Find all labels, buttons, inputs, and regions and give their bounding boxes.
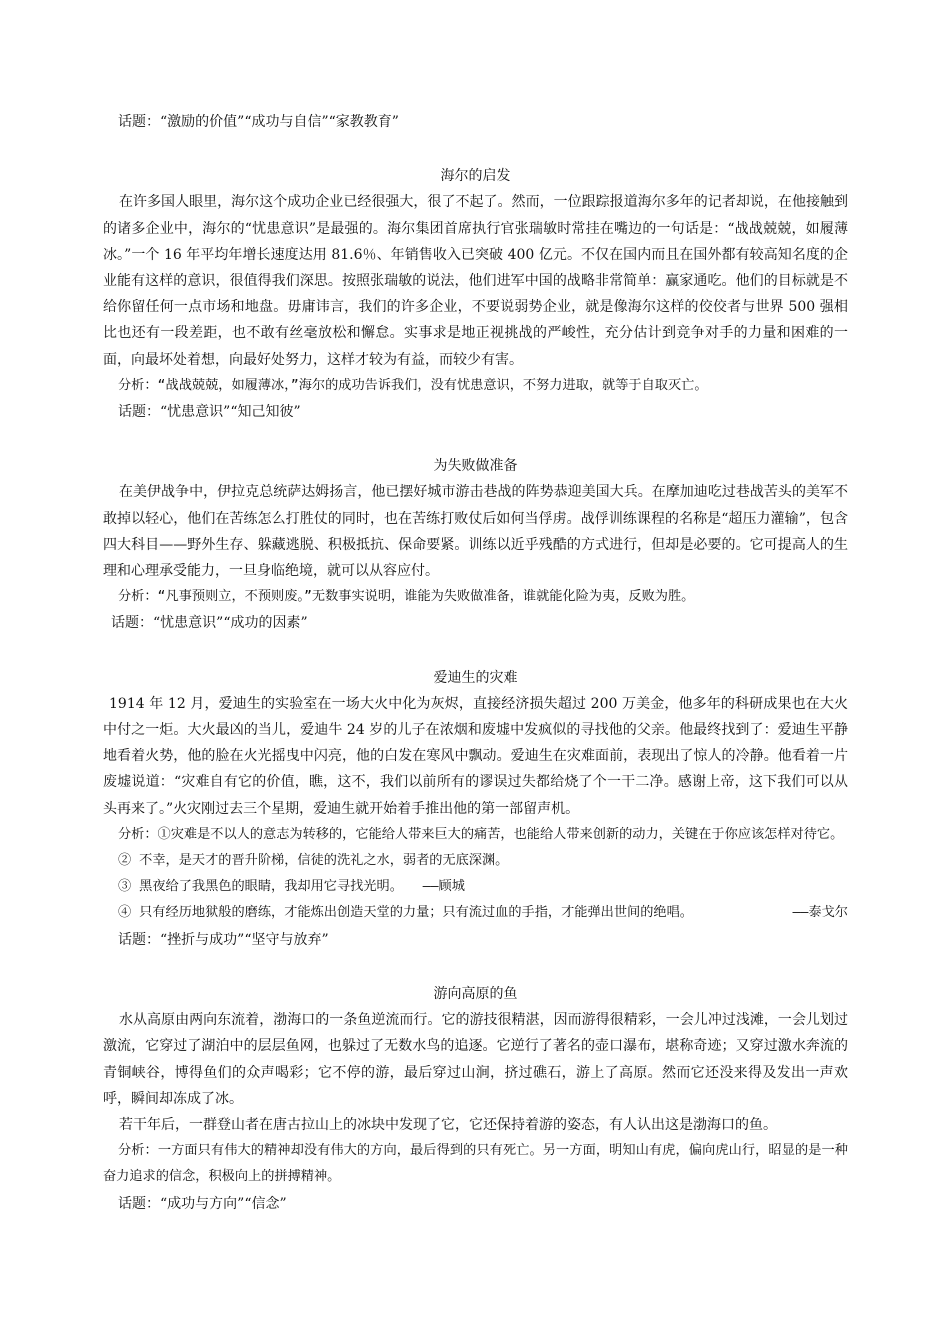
story-analysis: 分析：“战战兢兢，如履薄冰，”海尔的成功告诉我们，没有忧患意识，不努力进取，就等于自取灭亡。 [118,377,708,393]
story-fish [103,981,848,1217]
story-analysis: 分析：“凡事预则立，不预则废。”无数事实说明，谁能为失败做准备，谁就能化险为夷，反败为胜。 [118,589,695,605]
story-topics: 话题：“忧患意识”“成功的因素” [111,615,308,632]
story-edison [103,665,848,953]
story-topics: 话题：“成功与方向”“信念” [118,1195,287,1212]
story-title: 游向高原的鱼 [433,985,518,1002]
spacer [103,135,848,163]
story-analysis-quote: ③ 黑夜给了我黑色的眼睛，我却用它寻找光明。 ——顾城 [118,879,465,895]
story-body: 在美伊战争中，伊拉克总统萨达姆扬言，他已摆好城市游击巷战的阵势恭迎美国大兵。在摩加迪吃过巷战苦头的美军不敢掉以轻心，他们在苦练怎么打胜仗的同时，也在苦练打败仗后如何当俘虏。战俘训练课程的名称是“超压力灌输”，包含四大科目——野外生存、躲藏逃脱、积极抵抗、保命要紧。训练以近乎残酷的方式进行，但却是必要的。它可提高人的生理和心理承受能力，一旦身临绝境，就可以从容应付。 [103,484,848,580]
story-topics: 话题：“忧患意识”“知己知彼” [118,404,301,421]
story-title: 爱迪生的灾难 [433,669,518,686]
story-analysis: 分析：①灾难是不以人的意志为转移的，它能给人带来巨大的痛苦，也能给人带来创新的动力，关键在于你应该怎样对待它。 [118,826,844,842]
story-prepare-for-failure [103,453,848,636]
story-topics: 话题：“挫折与成功”“坚守与放弃” [118,931,329,948]
topics-line: 话题：“激励的价值”“成功与自信”“家教教育” [118,114,399,130]
document-page [103,109,848,1217]
spacer [103,953,848,981]
story-title: 为失败做准备 [433,458,518,475]
quote-author: ——泰戈尔 [792,905,848,921]
quote-text: ④ 只有经历地狱般的磨练，才能炼出创造天堂的力量；只有流过血的手指，才能弹出世间的绝唱。 [118,905,693,921]
spacer [103,425,848,453]
story-body: 在许多国人眼里，海尔这个成功企业已经很强大，很了不起了。然而，一位跟踪报道海尔多年的记者却说，在他接触到的诸多企业中，海尔的“忧患意识”是最强的。海尔集团首席执行官张瑞敏时常挂在嘴边的一句话是：“战战兢兢，如履薄冰。”一个 16 年平均年增长速度达用 81.6％、年销售收入已突破 400 亿元。不仅在国内而且在国外都有较高知名度的企业能有这样的意识，很值得我们深思。按照张瑞敏的说法，他们进军中国的战略非常简单：赢家通吃。他们的目标就是不给你留任何一点市场和地盘。毋庸讳言，我们的许多企业，不要说弱势企业，就是像海尔这样的佼佼者与世界 500 强相比也还有一段差距，也不敢有丝毫放松和懈怠。实事求是地正视挑战的严峻性，充分估计到竞争对手的力量和困难的一面，向最坏处着想，向最好处努力，这样才较为有益，而较少有害。 [103,194,848,368]
story-body: 1914 年 12 月，爱迪生的实验室在一场大火中化为灰烬，直接经济损失超过 200 万美金，他多年的科研成果也在大火中付之一炬。大火最凶的当儿，爱迪牛 24 岁的儿子在浓烟和废墟中发疯似的寻找他的父亲。他最终找到了：爱迪生平静地看着火势，他的脸在火光摇曳中闪亮，他的白发在寒风中飘动。爱迪生在灾难面前，表现出了惊人的冷静。他看着一片废墟说道：“灾难自有它的价值，瞧，这不，我们以前所有的谬误过失都给烧了个一干二净。感谢上帝，这下我们可以从头再来了。”火灾刚过去三个星期，爱迪生就开始着手推出他的第一部留声机。 [103,695,848,817]
story-haier [103,163,848,425]
story-analysis: 分析：一方面只有伟大的精神却没有伟大的方向，最后得到的只有死亡。另一方面，明知山有虎，偏向虎山行，昭显的是一种奋力追求的信念，积极向上的拼搏精神。 [103,1143,848,1185]
story-body: 水从高原由两向东流着，渤海口的一条鱼逆流而行。它的游技很精湛，因而游得很精彩，一会儿冲过浅滩，一会儿划过激流，它穿过了湖泊中的层层鱼网，也躲过了无数水鸟的追逐。它逆行了著名的壶口瀑布，堪称奇迹；又穿过激水奔流的青铜峡谷，博得鱼们的众声喝彩；它不停的游，最后穿过山涧，挤过礁石，游上了高原。然而它还没来得及发出一声欢呼，瞬间却冻成了冰。 [103,1012,848,1107]
story-analysis-quote [103,900,848,926]
spacer [103,637,848,665]
story-body: 若干年后，一群登山者在唐古拉山上的冰块中发现了它，它还保持着游的姿态，有人认出这是渤海口的鱼。 [119,1116,777,1133]
story-title: 海尔的启发 [440,168,511,185]
story-analysis-quote: ② 不幸，是天才的晋升阶梯，信徒的洗礼之水，弱者的无底深渊。 [118,853,509,869]
